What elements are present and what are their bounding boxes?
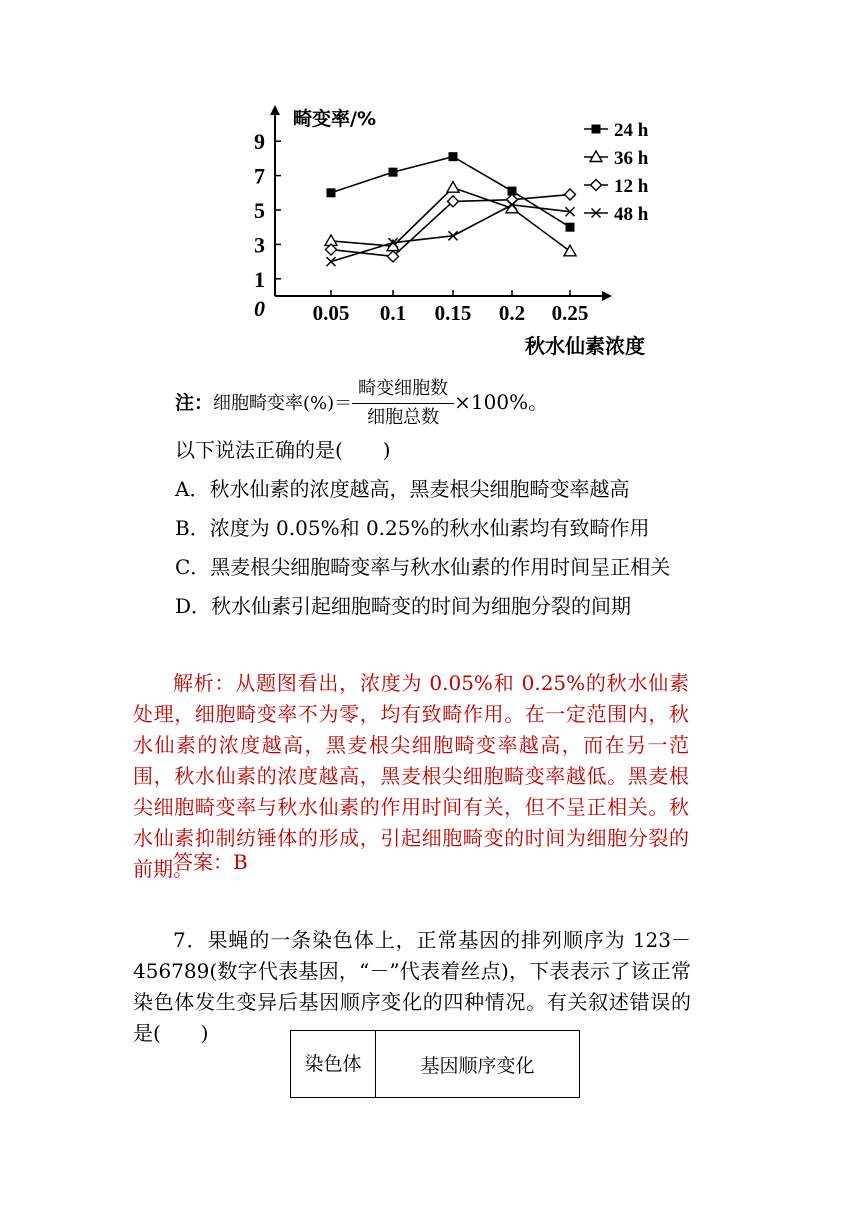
legend-label: 48 h bbox=[614, 204, 649, 225]
answer-line bbox=[173, 850, 248, 874]
table-header-gene-order: 基因顺序变化 bbox=[376, 1031, 580, 1098]
y-tick-label: 1 bbox=[254, 266, 265, 292]
option-d: D．秋水仙素引起细胞畸变的时间为细胞分裂的间期 bbox=[175, 594, 632, 618]
series-48h bbox=[327, 200, 575, 266]
data-point-square bbox=[389, 168, 398, 177]
legend-label: 36 h bbox=[614, 148, 649, 169]
data-point-square bbox=[327, 188, 336, 197]
chart-series bbox=[325, 152, 576, 266]
note-text: 细胞畸变率(%)＝ bbox=[213, 393, 353, 414]
x-tick-label: 0.15 bbox=[434, 301, 472, 325]
note-label: 注： bbox=[175, 392, 214, 414]
data-point-diamond bbox=[565, 189, 576, 200]
x-tick-label: 0.2 bbox=[498, 301, 526, 325]
answer-value: B bbox=[233, 850, 248, 874]
table-header-row bbox=[291, 1031, 580, 1098]
answer-label: 答案： bbox=[173, 850, 233, 874]
fraction-numerator: 畸变细胞数 bbox=[352, 378, 454, 404]
analysis-text: 从题图看出，浓度为 0.05%和 0.25%的秋水仙素处理，细胞畸变率不为零，均有致畸作用。在一定范围内，秋水仙素的浓度越高，黑麦根尖细胞畸变率越高，而在另一范围，秋水仙素的浓度越高，黑麦根尖细胞畸变率越低。黑麦根尖细胞畸变率与秋水仙素的作用时间有关，但不呈正相关。秋水仙素抑制纺锤体的形成，引起细胞畸变的时间为细胞分裂的前期。 bbox=[133, 671, 690, 881]
data-point-square bbox=[592, 125, 601, 134]
data-point-square bbox=[449, 152, 458, 161]
legend-label: 24 h bbox=[614, 120, 649, 141]
x-tick-label: 0.25 bbox=[551, 301, 589, 325]
x-axis-arrow bbox=[602, 291, 612, 301]
question-7: 7．果蝇的一条染色体上，正常基因的排列顺序为 123－456789(数字代表基因，“－”代表着丝点)，下表表示了该正常染色体发生变异后基因顺序变化的四种情况。有关叙述错误的是( ) bbox=[133, 928, 691, 1045]
gene-order-table bbox=[290, 1030, 580, 1098]
x-tick-label: 0.1 bbox=[379, 301, 407, 325]
y-tick-label: 7 bbox=[254, 163, 265, 189]
data-point-diamond bbox=[591, 180, 602, 191]
y-axis-label: 畸变率/% bbox=[293, 108, 376, 130]
origin-label: 0 bbox=[254, 296, 265, 321]
data-point-triangle bbox=[564, 245, 576, 256]
option-c: C．黑麦根尖细胞畸变率与秋水仙素的作用时间呈正相关 bbox=[175, 555, 671, 579]
y-tick-label: 5 bbox=[254, 198, 265, 223]
formula-note bbox=[175, 378, 548, 429]
x-axis-label: 秋水仙素浓度 bbox=[525, 334, 645, 358]
y-tick-label: 9 bbox=[254, 129, 265, 155]
data-point-diamond bbox=[507, 194, 518, 205]
fraction-denominator: 细胞总数 bbox=[367, 407, 440, 428]
data-point-triangle bbox=[447, 182, 459, 193]
x-tick-label: 0.05 bbox=[312, 301, 350, 325]
formula-fraction bbox=[352, 378, 454, 429]
option-a: A．秋水仙素的浓度越高，黑麦根尖细胞畸变率越高 bbox=[175, 477, 630, 501]
question-stem: 以下说法正确的是( ) bbox=[175, 438, 391, 462]
y-tick-label: 3 bbox=[254, 232, 265, 258]
aberration-rate-chart bbox=[240, 95, 660, 360]
chart-legend bbox=[584, 120, 649, 225]
data-point-cross bbox=[327, 257, 336, 266]
option-b: B．浓度为 0.05%和 0.25%的秋水仙素均有致畸作用 bbox=[175, 516, 650, 540]
note-suffix: ×100%。 bbox=[454, 390, 549, 414]
y-axis-arrow bbox=[270, 105, 280, 115]
legend-label: 12 h bbox=[614, 176, 649, 197]
series-36h bbox=[325, 182, 576, 256]
data-point-square bbox=[566, 223, 575, 232]
analysis-label: 解析： bbox=[173, 671, 236, 695]
table-header-chromosome: 染色体 bbox=[291, 1031, 376, 1098]
